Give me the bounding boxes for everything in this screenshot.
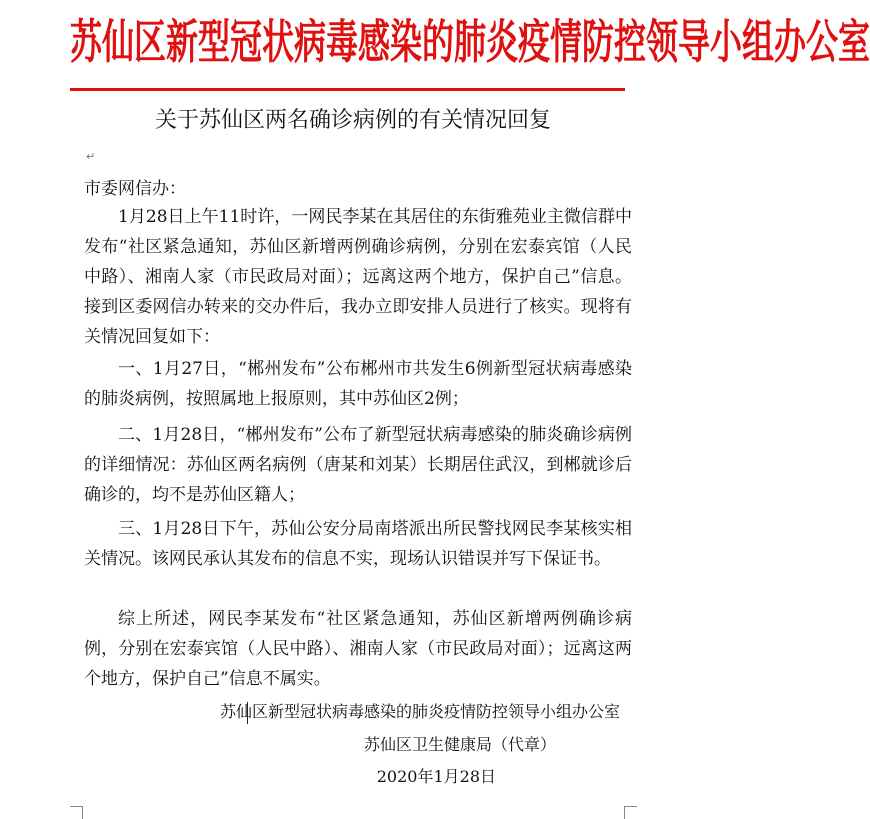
page-corner-mark <box>70 806 83 819</box>
signature-date: 2020年1月28日 <box>376 767 496 786</box>
body-paragraph-4: 三、1月28日下午，苏仙公安分局南塔派出所民警找网民李某核实相关情况。该网民承认其发布的信息不实，现场认识错误并写下保证书。 <box>84 519 632 569</box>
addressee: 市委网信办： <box>84 179 186 199</box>
body-paragraph-5: 综上所述，网民李某发布“社区紧急通知，苏仙区新增两例确诊病例，分别在宏泰宾馆（人民中路）、湘南人家（市民政局对面）；远离这两个地方，保护自己”信息不属实。 <box>84 609 632 689</box>
body-paragraph-3: 二、1月28日，“郴州发布”公布了新型冠状病毒感染的肺炎确诊病例的详细情况：苏仙区两名病例（唐某和刘某）长期居住武汉，到郴就诊后确诊的，均不是苏仙区籍人； <box>84 425 632 505</box>
letterhead-divider <box>70 88 625 91</box>
paragraph-mark-icon: ↵ <box>86 150 96 163</box>
red-letterhead: 苏仙区新型冠状病毒感染的肺炎疫情防控领导小组办公室 <box>70 14 870 70</box>
page-corner-mark <box>624 806 637 819</box>
body-paragraph-1: 1月28日上午11时许，一网民李某在其居住的东街雅苑业主微信群中发布“社区紧急通知，苏仙区新增两例确诊病例，分别在宏泰宾馆（人民中路）、湘南人家（市民政局对面）；远离这两个地方，保护自己”信息。接到区委网信办转来的交办件后，我办立即安排人员进行了核实。现将有关情况回复如下： <box>84 207 632 347</box>
document-title: 关于苏仙区两名确诊病例的有关情况回复 <box>154 108 551 133</box>
signature-org: 苏仙区新型冠状病毒感染的肺炎疫情防控领导小组办公室 <box>219 702 620 721</box>
body-paragraph-2: 一、1月27日，“郴州发布”公布郴州市共发生6例新型冠状病毒感染的肺炎病例，按照属地上报原则，其中苏仙区2例； <box>84 359 632 409</box>
signature-bureau: 苏仙区卫生健康局（代章） <box>363 735 556 754</box>
